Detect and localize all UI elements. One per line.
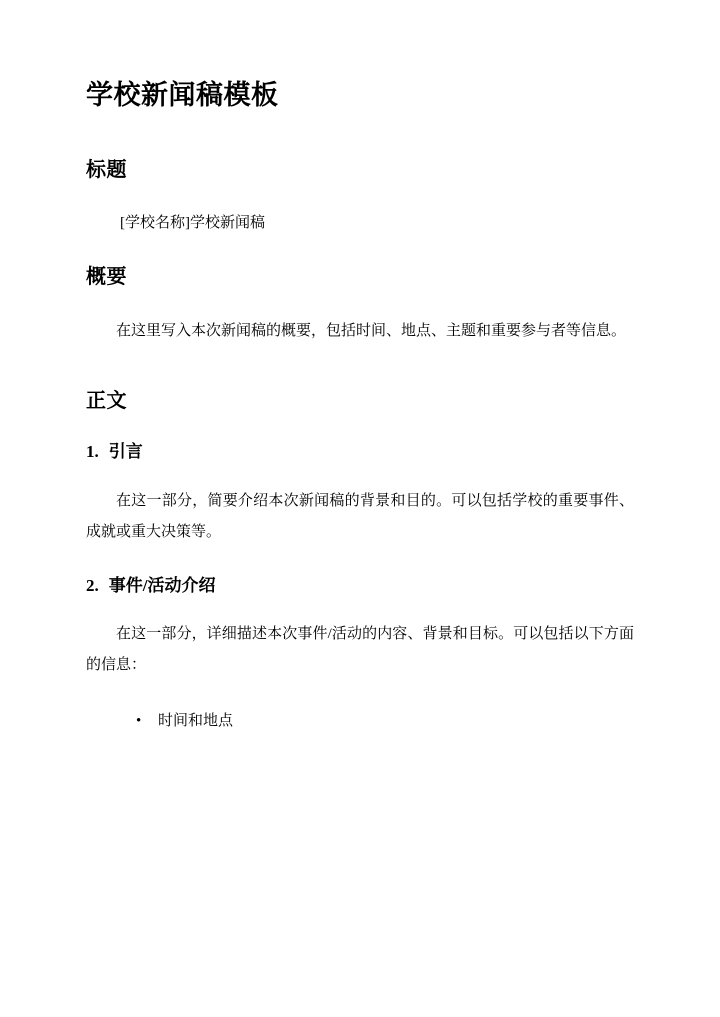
title-placeholder-line: [学校名称]学校新闻稿: [120, 215, 265, 232]
subsection-heading-intro: [86, 440, 634, 464]
subsection-label-2: 事件/活动介绍: [108, 575, 216, 595]
section-heading-summary: 概要: [86, 265, 127, 288]
summary-paragraph: 在这里写入本次新闻稿的概要，包括时间、地点、主题和重要参与者等信息。: [116, 322, 627, 339]
subsection-heading-event: [86, 574, 634, 598]
intro-paragraph: 在这一部分，简要介绍本次新闻稿的背景和目的。可以包括学校的重要事件、成就或重大决策等。: [86, 493, 634, 540]
subsection-number-1: 1.: [86, 442, 99, 462]
list-item: [136, 707, 634, 736]
bullet-icon: •: [136, 712, 142, 729]
event-bullet-list: [86, 707, 634, 736]
section-heading-title: 标题: [86, 159, 127, 182]
subsection-label-1: 引言: [108, 442, 143, 462]
page-title: 学校新闻稿模板: [86, 80, 279, 110]
event-paragraph: 在这一部分，详细描述本次事件/活动的内容、背景和目标。可以包括以下方面的信息：: [86, 626, 634, 674]
list-item-label: 时间和地点: [158, 712, 234, 729]
section-heading-body: 正文: [86, 390, 127, 413]
subsection-number-2: 2.: [86, 575, 99, 595]
